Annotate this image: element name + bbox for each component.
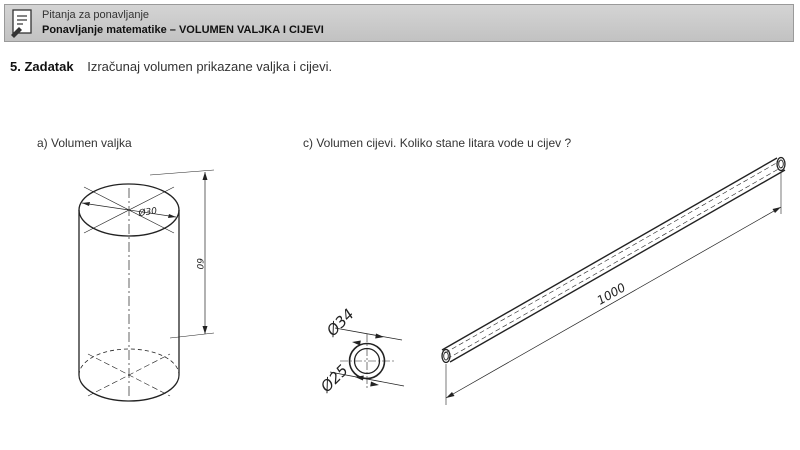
length-dimension-line [446,207,781,398]
height-extension-bottom [170,333,214,338]
task-number: 5. Zadatak [10,59,74,74]
inner-diameter-label: Ø25 [317,361,352,396]
part-a-label: a) Volumen valjka [37,136,132,150]
cylinder-drawing [79,170,214,401]
pipe-inner-wall-top [445,161,780,353]
pipe-outer-wall-top [442,158,777,350]
task-text: Izračunaj volumen prikazane valjka i cijevi. [87,59,333,74]
header-category: Pitanja za ponavljanje [42,9,150,21]
pipe-length-label: 1000 [594,280,629,308]
pipe-end-right-inner [779,160,784,168]
pipe-outer-wall-bottom [450,170,785,362]
pipe-end-left-inner [444,352,449,360]
part-c-label: c) Volumen cijevi. Koliko stane litara vode u cijev ? [303,136,572,150]
pipe-inner-wall-bottom [447,167,782,359]
pipe-isometric-drawing [442,158,785,406]
pipe-end-left-outer [442,350,450,363]
cylinder-height-label: 60 [194,258,204,270]
header-title: Ponavljanje matematike – VOLUMEN VALJKA I CIJEVI [42,24,324,36]
outer-diameter-label: Ø34 [323,305,358,340]
cylinder-diameter-label: Ø30 [138,206,158,219]
pipe-end-right-outer [777,158,785,171]
